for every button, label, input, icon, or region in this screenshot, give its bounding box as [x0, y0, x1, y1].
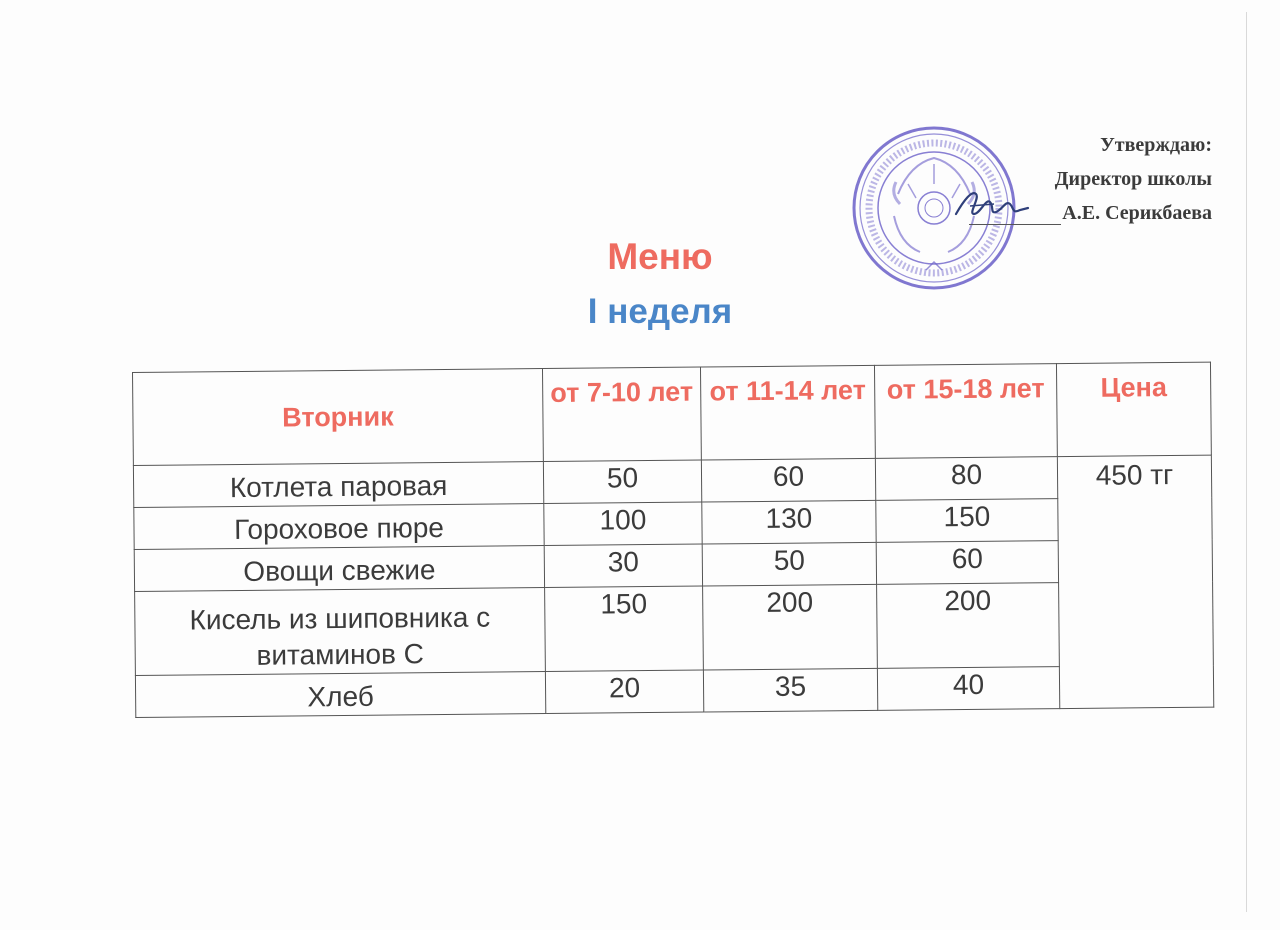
portion-age-7-10: 150 [545, 586, 704, 672]
portion-age-15-18: 40 [877, 667, 1059, 711]
dish-name: Хлеб [135, 672, 545, 718]
price-cell: 450 тг [1057, 455, 1213, 708]
header-price: Цена [1056, 362, 1211, 456]
dish-name: Кисель из шиповника с витаминов С [135, 588, 546, 676]
portion-age-11-14: 50 [702, 542, 876, 586]
dish-name: Гороховое пюре [134, 504, 544, 550]
menu-table-container [132, 362, 1219, 740]
header-age-15-18: от 15-18 лет [874, 364, 1057, 459]
portion-age-7-10: 100 [544, 502, 702, 546]
signature-mark [950, 180, 1030, 224]
table-header-row [133, 362, 1212, 465]
table-row [135, 581, 1214, 675]
dish-name: Овощи свежие [134, 546, 544, 592]
approval-block [1055, 128, 1212, 230]
portion-age-15-18: 80 [875, 457, 1057, 501]
header-age-11-14: от 11-14 лет [700, 365, 875, 460]
portion-age-15-18: 60 [876, 541, 1058, 585]
portion-age-7-10: 30 [544, 544, 702, 588]
portion-age-11-14: 130 [702, 500, 876, 544]
menu-title: Меню [607, 236, 713, 277]
portion-age-15-18: 150 [876, 499, 1058, 543]
signature-line [969, 224, 1061, 225]
approval-signer [1055, 196, 1212, 230]
approval-position: Директор школы [1054, 168, 1212, 190]
page-edge-line [1246, 12, 1247, 912]
header-day: Вторник [133, 369, 544, 466]
portion-age-7-10: 50 [543, 460, 701, 504]
header-age-7-10: от 7-10 лет [542, 367, 701, 462]
portion-age-11-14: 35 [703, 668, 877, 712]
approval-signer-name: А.Е. Серикбаева [1062, 202, 1212, 224]
menu-table [132, 362, 1214, 718]
approval-heading: Утверждаю: [1100, 134, 1212, 156]
portion-age-7-10: 20 [545, 670, 703, 714]
portion-age-15-18: 200 [877, 583, 1060, 669]
portion-age-11-14: 200 [703, 584, 878, 670]
dish-name: Котлета паровая [133, 462, 543, 508]
portion-age-11-14: 60 [701, 458, 875, 502]
week-subtitle: I неделя [587, 292, 733, 331]
